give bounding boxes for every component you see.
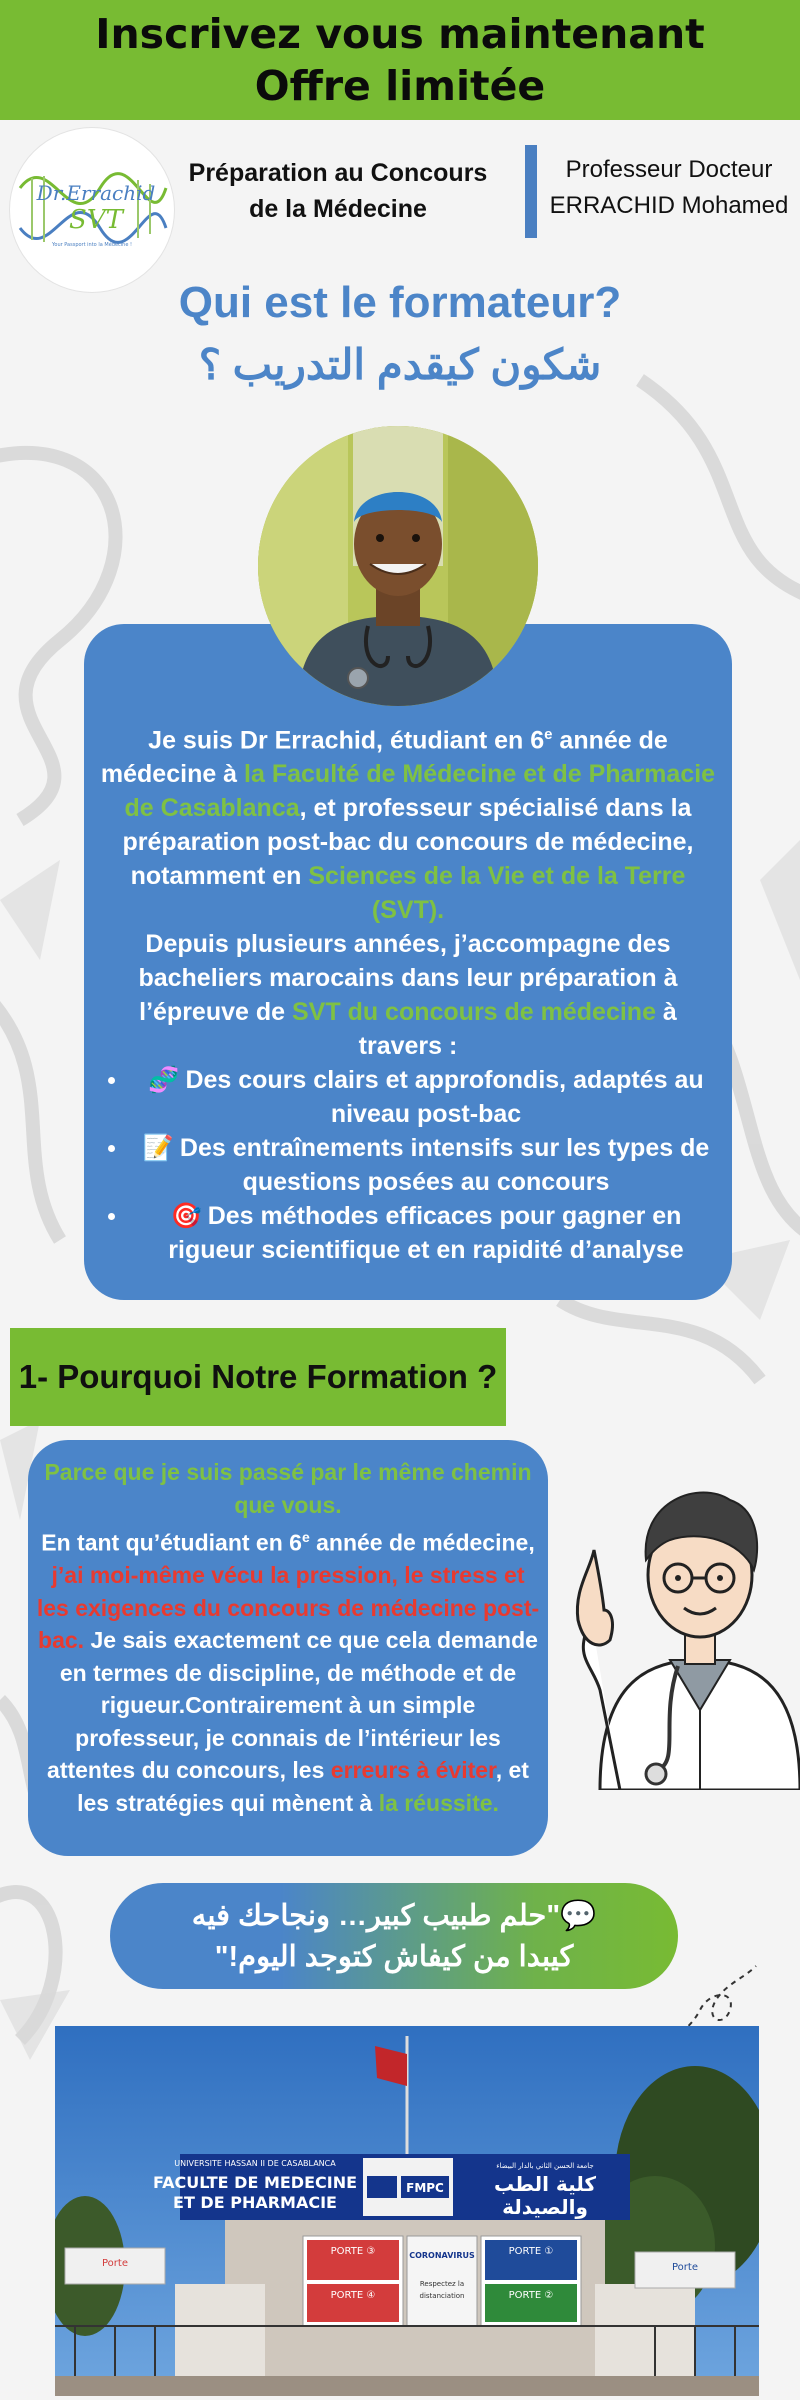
bio-list-item xyxy=(96,1063,720,1131)
why-intro: Parce que je suis passé par le même chemin que vous. xyxy=(44,1459,532,1518)
bio-text-segment: , et professeur spécialisé dans la préparation post-bac du concours de médecine, notamment en xyxy=(122,794,694,891)
svt-highlight: Sciences de la Vie et de la Terre (SVT). xyxy=(308,862,686,925)
trainer-photo xyxy=(258,426,538,706)
faculty-sign-ar-2: والصيدلة xyxy=(502,2195,588,2219)
bio-text-segment: à travers : xyxy=(358,998,677,1061)
quote-line-1 xyxy=(110,1895,678,1937)
bio-list-item-text: Des entraînements intensifs sur les types de questions posées au concours xyxy=(179,1134,710,1197)
bio-text-segment: année de médecine à xyxy=(100,726,668,789)
logo-tagline: Your Passport into la Médecine ! xyxy=(52,242,132,248)
memo-icon: 📝 xyxy=(142,1133,174,1163)
bio-paragraph-1 xyxy=(96,718,720,927)
success-highlight: la réussite. xyxy=(378,1789,499,1816)
coronavirus-line-2: distanciation xyxy=(419,2292,465,2300)
why-superscript: e xyxy=(301,1529,310,1545)
bio-list-item xyxy=(96,1199,720,1267)
why-text-segment: , et les stratégies qui mènent à xyxy=(77,1757,529,1816)
course-title-line-1: Préparation au Concours xyxy=(188,159,488,187)
speech-bubble-icon: 💬 xyxy=(560,1897,597,1932)
section-title-fr: Qui est le formateur? xyxy=(178,278,622,327)
pressure-highlight: j’ai moi-même vécu la pression, le stress et les exigences du concours de médecine post-bac. xyxy=(36,1562,540,1654)
logo-text-1: Dr.Errachid xyxy=(36,181,156,205)
why-text-segment: En tant qu’étudiant en 6 xyxy=(41,1529,302,1556)
university-caption: UNIVERSITE HASSAN II DE CASABLANCA xyxy=(174,2159,336,2168)
bio-text xyxy=(96,718,720,1267)
faculty-sign-fr-2: ET DE PHARMACIE xyxy=(173,2193,337,2212)
why-body xyxy=(36,1521,540,1819)
quote-bubble xyxy=(110,1883,678,1989)
why-text-segment: année de médecine, xyxy=(309,1529,535,1556)
quote-line-1-text: "حلم طبيب كبير… ونجاحك فيه xyxy=(191,1899,561,1932)
why-heading: 1- Pourquoi Notre Formation ? xyxy=(10,1328,506,1426)
bio-list-item xyxy=(96,1131,720,1199)
porte-4-label: PORTE ④ xyxy=(330,2290,376,2301)
bio-list-item-text: Des méthodes efficaces pour gagner en rigueur scientifique et en rapidité d’analyse xyxy=(168,1202,684,1265)
bio-list-item-text: Des cours clairs et approfondis, adaptés au niveau post-bac xyxy=(185,1066,704,1129)
porte-1-label: PORTE ① xyxy=(508,2246,554,2257)
right-porte-sign: Porte xyxy=(672,2262,698,2273)
course-title xyxy=(178,155,498,227)
faculty-highlight: la Faculté de Médecine et de Pharmacie de Casablanca xyxy=(124,760,716,823)
coronavirus-line-1: Respectez la xyxy=(419,2280,465,2288)
doctor-illustration xyxy=(560,1460,800,1790)
bio-list xyxy=(96,1063,720,1267)
section-title-ar: شكون كيقدم التدريب ؟ xyxy=(198,341,602,388)
logo-text-2: SVT xyxy=(69,205,123,235)
errors-highlight: erreurs à éviter xyxy=(330,1757,496,1784)
faculty-sign-fr-1: FACULTE DE MEDECINE xyxy=(152,2173,358,2192)
faculty-sign-ar-small: جامعة الحسن الثاني بالدار البيضاء xyxy=(496,2162,594,2170)
bio-paragraph-2 xyxy=(96,927,720,1063)
professor-title: Professeur Docteur xyxy=(565,156,773,183)
left-porte-sign: Porte xyxy=(102,2258,128,2269)
exam-highlight: SVT du concours de médecine xyxy=(292,998,656,1027)
banner-line-2: Offre limitée xyxy=(254,62,546,110)
why-text-segment: Je sais exactement ce que cela demande en termes de discipline, de méthode et de rigueur.Contrairement à un simple professeur, je connais de l’intérieur les attentes du concours, les xyxy=(47,1627,538,1784)
faculty-building-photo xyxy=(55,2026,759,2396)
quote-line-2: كيبدا من كيفاش كتوجد اليوم!" xyxy=(214,1940,574,1973)
dna-icon: 🧬 xyxy=(148,1065,180,1095)
porte-3-label: PORTE ③ xyxy=(330,2246,376,2257)
why-text xyxy=(36,1456,540,1819)
fmpc-label: FMPC xyxy=(406,2181,444,2195)
professor-name xyxy=(542,152,796,224)
target-icon: 🎯 xyxy=(170,1201,202,1231)
faculty-sign-ar-1: كلية الطب xyxy=(493,2172,597,2196)
banner-line-1: Inscrivez vous maintenant xyxy=(95,10,705,58)
header-divider xyxy=(525,145,537,238)
brand-logo xyxy=(10,128,174,292)
bio-superscript: e xyxy=(544,726,553,743)
coronavirus-title: CORONAVIRUS xyxy=(409,2251,475,2260)
professor-fullname: ERRACHID Mohamed xyxy=(549,192,789,219)
course-title-line-2: de la Médecine xyxy=(249,195,427,223)
promo-banner xyxy=(0,0,800,120)
bio-text-segment: Depuis plusieurs années, j’accompagne des bacheliers marocains dans leur préparation à l’épreuve de xyxy=(138,930,678,1027)
bio-text-segment: Je suis Dr Errachid, étudiant en 6 xyxy=(148,726,545,755)
porte-2-label: PORTE ② xyxy=(508,2290,554,2301)
